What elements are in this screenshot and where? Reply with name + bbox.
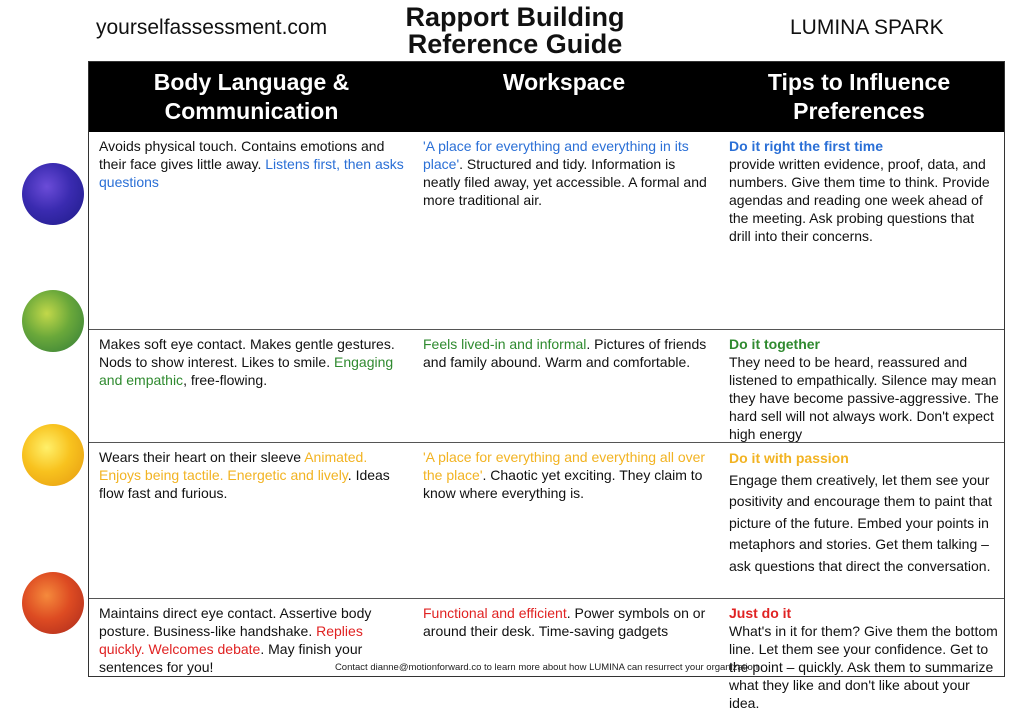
brand-name: LUMINA SPARK bbox=[790, 16, 944, 39]
tip-heading: Do it with passion bbox=[729, 450, 849, 466]
table-header bbox=[89, 62, 1004, 132]
body-language-cell bbox=[99, 335, 405, 389]
contact-footer: Contact dianne@motionforward.co to learn more about how LUMINA can resurrect your organization bbox=[334, 662, 759, 673]
body-text: Wears their heart on their sleeve bbox=[99, 449, 302, 465]
tip-heading: Do it right the first time bbox=[729, 138, 883, 154]
column-header-body-language: Body Language & Communication bbox=[153, 69, 350, 124]
tip-text: Engage them creatively, let them see your positivity and encourage them to paint that picture of the future. Embed your points in metaphors and stories. Get them talking – ask questions that direct the conversation. bbox=[729, 471, 993, 574]
workspace-highlight: 'A place for everything and everything in its place' bbox=[423, 138, 689, 172]
table-row bbox=[89, 598, 1004, 714]
tip-text: They need to be heard, reassured and listened to empathically. Silence may mean they have become passive-aggressive. The hard sell will not always work. Don't expect high energy bbox=[729, 354, 999, 442]
body-highlight: Replies quickly. Welcomes debate bbox=[99, 623, 363, 657]
red-color-circle-icon bbox=[22, 572, 84, 634]
workspace-cell bbox=[423, 448, 708, 502]
tips-cell bbox=[729, 137, 999, 245]
body-tail: , free-flowing. bbox=[183, 372, 268, 388]
tips-cell bbox=[729, 604, 999, 712]
body-highlight: Engaging and empathic bbox=[99, 354, 394, 388]
body-highlight: Listens first, then asks questions bbox=[99, 156, 404, 190]
body-tail: Ideas flow fast and furious. bbox=[99, 467, 390, 501]
tip-text: What's in it for them? Give them the bottom line. Let them see your confidence. Get to the point – quickly. Ask them to summarize what they like and don't like about your idea. bbox=[729, 623, 998, 711]
tip-heading: Do it together bbox=[729, 336, 820, 352]
table-row bbox=[89, 132, 1004, 329]
body-text: Avoids physical touch. Contains emotions and their face gives little away. bbox=[99, 138, 385, 172]
blue-color-circle-icon bbox=[22, 163, 84, 225]
workspace-cell bbox=[423, 335, 708, 371]
workspace-text: . Chaotic yet exciting. They claim to know where everything is. bbox=[423, 467, 703, 501]
table-row bbox=[89, 442, 1004, 598]
column-header-tips: Tips to Influence Preferences bbox=[767, 69, 951, 124]
site-url: yourselfassessment.com bbox=[96, 16, 328, 39]
title-line-1: Rapport Building bbox=[405, 2, 625, 32]
page-title bbox=[380, 4, 650, 58]
reference-table bbox=[88, 61, 1005, 711]
column-header-workspace: Workspace bbox=[502, 69, 626, 95]
workspace-text: . Structured and tidy. Information is neatly filed away, yet accessible. A formal and more traditional air. bbox=[423, 156, 707, 208]
workspace-highlight: Functional and efficient bbox=[423, 605, 567, 621]
workspace-text: . Pictures of friends and family abound. Warm and comfortable. bbox=[423, 336, 707, 370]
green-color-circle-icon bbox=[22, 290, 84, 352]
body-text: Makes soft eye contact. Makes gentle gestures. Nods to show interest. Likes to smile. bbox=[99, 336, 395, 370]
tip-text: provide written evidence, proof, data, and numbers. Give them time to think. Provide agendas and reading one week ahead of the meeting. Ask probing questions that drill into their concerns. bbox=[729, 156, 990, 244]
workspace-cell bbox=[423, 137, 708, 209]
tip-heading: Just do it bbox=[729, 605, 792, 621]
body-language-cell bbox=[99, 137, 405, 191]
title-line-2: Reference Guide bbox=[407, 29, 623, 59]
workspace-highlight: 'A place for everything and everything all over the place' bbox=[423, 449, 706, 483]
workspace-cell bbox=[423, 604, 708, 640]
table-row bbox=[89, 329, 1004, 442]
body-text: Maintains direct eye contact. Assertive body posture. Business-like handshake. bbox=[99, 605, 372, 639]
yellow-color-circle-icon bbox=[22, 424, 84, 486]
tips-cell bbox=[729, 335, 999, 443]
body-tail: . May finish your sentences for you! bbox=[99, 641, 363, 675]
body-highlight: Animated. Enjoys being tactile. Energetic and lively bbox=[99, 449, 368, 483]
tips-cell bbox=[729, 448, 999, 577]
workspace-highlight: Feels lived-in and informal bbox=[423, 336, 587, 352]
workspace-text: . Power symbols on or around their desk. Time-saving gadgets bbox=[423, 605, 706, 639]
body-language-cell: Wears their heart on their sleeve Animated. Enjoys being tactile. Energetic and lively. Ideas flow fast and furious. bbox=[99, 449, 390, 501]
